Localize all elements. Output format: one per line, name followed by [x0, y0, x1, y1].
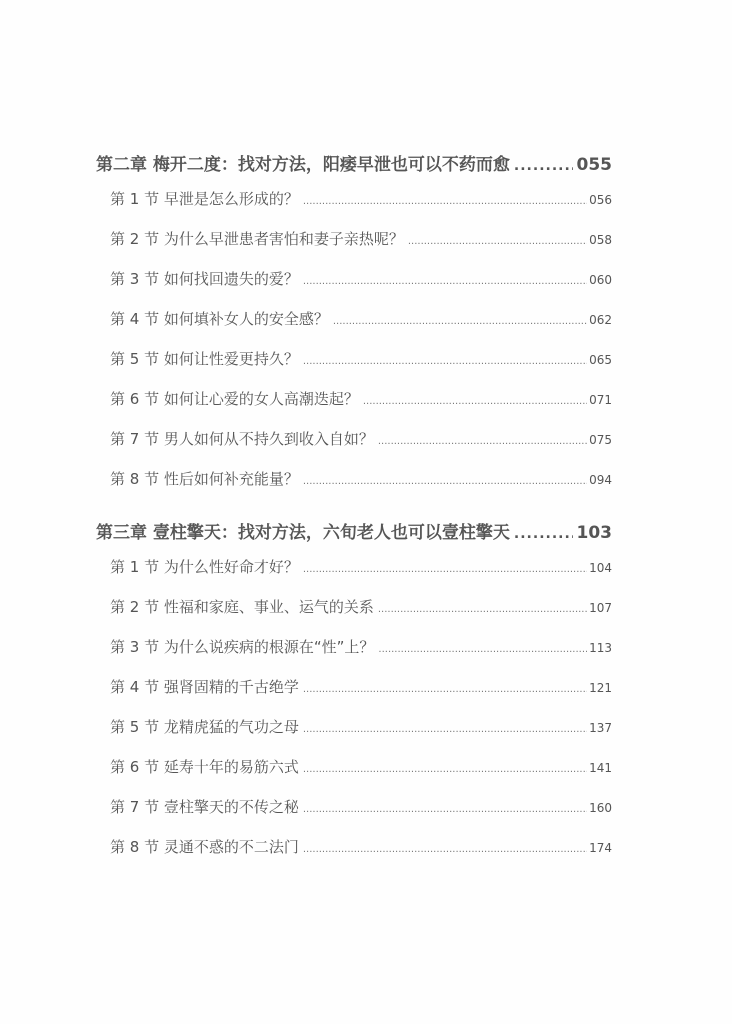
toc-entry[interactable] — [96, 594, 612, 634]
toc-entry[interactable] — [96, 714, 612, 754]
dot-leader — [378, 637, 587, 663]
toc-entry[interactable] — [96, 674, 612, 714]
section-title: 第 3 节 如何找回遗失的爱？ — [110, 270, 299, 288]
section-title: 第 2 节 性福和家庭、事业、运气的关系 — [110, 598, 374, 616]
section-title: 第 4 节 强肾固精的千古绝学 — [110, 678, 299, 696]
section-page-number: 113 — [589, 641, 612, 655]
toc-entry[interactable] — [96, 226, 612, 266]
toc-entry[interactable] — [96, 186, 612, 226]
dot-leader — [303, 557, 587, 583]
section-title: 第 7 节 男人如何从不持久到收入自如？ — [110, 430, 374, 448]
section-page-number: 121 — [589, 681, 612, 695]
dot-leader — [363, 389, 587, 415]
dot-leader — [303, 469, 587, 495]
section-page-number: 094 — [589, 473, 612, 487]
dot-leader — [303, 797, 587, 823]
section-title: 第 6 节 延寿十年的易筋六式 — [110, 758, 299, 776]
dot-leader — [303, 189, 587, 215]
toc-entry[interactable] — [96, 426, 612, 466]
section-page-number: 137 — [589, 721, 612, 735]
section-page-number: 056 — [589, 193, 612, 207]
toc-entry[interactable] — [96, 466, 612, 506]
toc-entry[interactable] — [96, 346, 612, 386]
section-title: 第 5 节 如何让性爱更持久？ — [110, 350, 299, 368]
dot-leader — [303, 757, 587, 783]
chapter-title: 第二章 梅开二度：找对方法，阳痿早泄也可以不药而愈 — [96, 155, 510, 175]
dot-leader — [303, 837, 587, 863]
section-page-number: 104 — [589, 561, 612, 575]
chapter-page-number: 103 — [576, 523, 612, 543]
section-page-number: 071 — [589, 393, 612, 407]
dot-leader — [378, 597, 587, 623]
section-page-number: 058 — [589, 233, 612, 247]
section-title: 第 5 节 龙精虎猛的气功之母 — [110, 718, 299, 736]
section-title: 第 1 节 为什么性好命才好？ — [110, 558, 299, 576]
chapter-block — [96, 520, 612, 874]
section-page-number: 160 — [589, 801, 612, 815]
toc-entry[interactable] — [96, 386, 612, 426]
section-page-number: 060 — [589, 273, 612, 287]
chapter-heading[interactable] — [96, 520, 612, 546]
chapter-title: 第三章 壹柱擎天：找对方法，六旬老人也可以壹柱擎天 — [96, 523, 510, 543]
dot-leader — [303, 677, 587, 703]
toc-entry[interactable] — [96, 634, 612, 674]
dot-leader — [303, 269, 587, 295]
toc-entry[interactable] — [96, 306, 612, 346]
toc-entry[interactable] — [96, 794, 612, 834]
chapter-block — [96, 152, 612, 506]
toc-entry[interactable] — [96, 834, 612, 874]
section-title: 第 1 节 早泄是怎么形成的？ — [110, 190, 299, 208]
section-title: 第 2 节 为什么早泄患者害怕和妻子亲热呢？ — [110, 230, 404, 248]
section-title: 第 8 节 灵通不惑的不二法门 — [110, 838, 299, 856]
section-page-number: 065 — [589, 353, 612, 367]
section-page-number: 062 — [589, 313, 612, 327]
section-page-number: 107 — [589, 601, 612, 615]
section-page-number: 174 — [589, 841, 612, 855]
dot-leader — [378, 429, 587, 455]
section-page-number: 141 — [589, 761, 612, 775]
dot-leader — [303, 349, 587, 375]
dot-leader — [514, 521, 573, 547]
section-title: 第 4 节 如何填补女人的安全感？ — [110, 310, 329, 328]
toc-entry[interactable] — [96, 554, 612, 594]
section-title: 第 3 节 为什么说疾病的根源在“性”上？ — [110, 638, 375, 656]
toc-entry[interactable] — [96, 754, 612, 794]
table-of-contents — [96, 152, 612, 888]
chapter-page-number: 055 — [576, 155, 612, 175]
dot-leader — [333, 309, 587, 335]
dot-leader — [408, 229, 587, 255]
section-title: 第 6 节 如何让心爱的女人高潮迭起？ — [110, 390, 359, 408]
section-title: 第 7 节 壹柱擎天的不传之秘 — [110, 798, 299, 816]
section-page-number: 075 — [589, 433, 612, 447]
section-title: 第 8 节 性后如何补充能量？ — [110, 470, 299, 488]
chapter-heading[interactable] — [96, 152, 612, 178]
toc-entry[interactable] — [96, 266, 612, 306]
dot-leader — [303, 717, 587, 743]
dot-leader — [514, 153, 573, 179]
